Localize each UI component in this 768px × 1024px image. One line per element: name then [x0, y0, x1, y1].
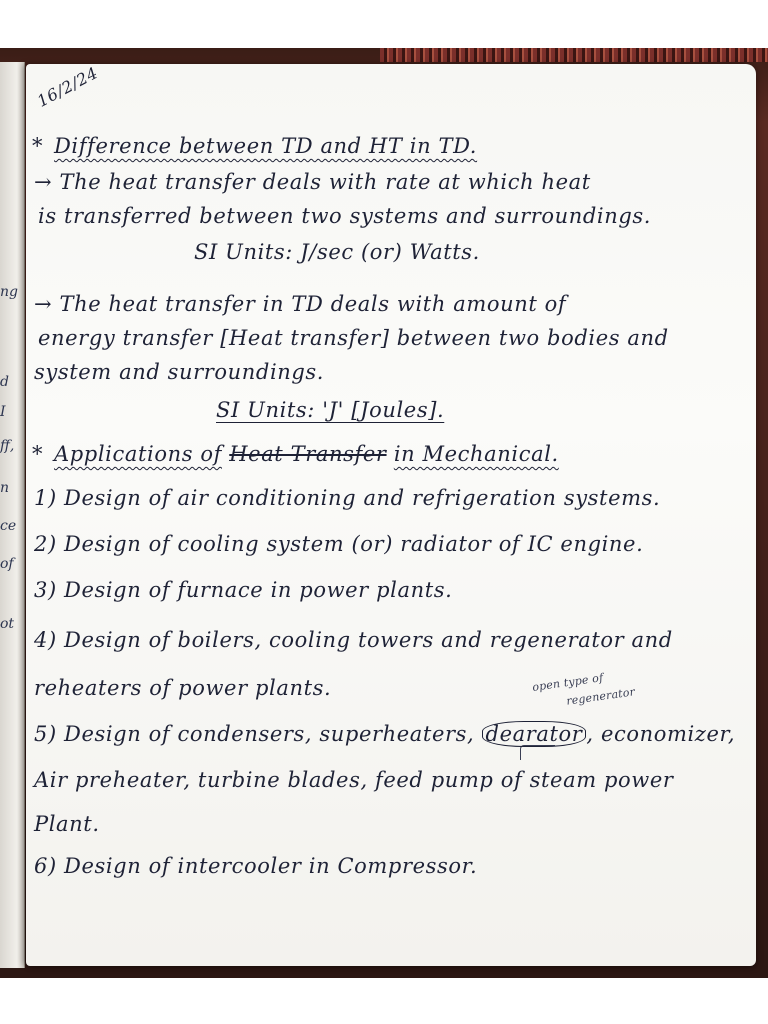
margin-fragment: ng — [0, 284, 18, 300]
margin-fragment: of — [0, 556, 14, 572]
application-item-4-line2: reheaters of power plants. — [34, 676, 332, 700]
application-item-2: 2) Design of cooling system (or) radiator of IC engine. — [34, 532, 644, 556]
section1-heading: Difference between TD and HT in TD. — [54, 134, 478, 158]
application-item-5-line2: Air preheater, turbine blades, feed pump of steam power — [34, 768, 674, 792]
item5-text-b: , economizer, — [586, 722, 736, 746]
point2-units: SI Units: 'J' [Joules]. — [216, 398, 445, 422]
point1-line2: is transferred between two systems and surroundings. — [38, 204, 652, 228]
margin-fragment: n — [0, 480, 10, 496]
application-item-4-line1: 4) Design of boilers, cooling towers and regenerator and — [34, 628, 673, 652]
point1-units: SI Units: J/sec (or) Watts. — [194, 240, 480, 264]
application-item-1: 1) Design of air conditioning and refrigeration systems. — [34, 486, 661, 510]
item5-circled-word: dearator — [482, 721, 587, 747]
point2-line1: → The heat transfer in TD deals with amount of — [34, 292, 567, 316]
application-item-5-line1 — [34, 722, 735, 746]
margin-fragment: ot — [0, 616, 15, 632]
bottom-band — [0, 978, 768, 1024]
section2-heading-a: Applications of — [54, 442, 222, 466]
notebook-page — [26, 64, 756, 966]
point2-line3: system and surroundings. — [34, 360, 325, 384]
margin-fragment: d — [0, 374, 9, 390]
section2-bullet: * — [32, 442, 44, 466]
section2-heading-struck: Heat Transfer — [229, 442, 387, 466]
date: 16/2/24 — [34, 63, 102, 111]
point1-line1: → The heat transfer deals with rate at which heat — [34, 170, 591, 194]
annotation-bracket — [520, 745, 555, 760]
section2-heading — [54, 442, 559, 466]
application-item-6: 6) Design of intercooler in Compressor. — [34, 854, 478, 878]
margin-fragment: ff, — [0, 438, 15, 454]
point2-line2: energy transfer [Heat transfer] between two bodies and — [38, 326, 669, 350]
item5-text-a: 5) Design of condensers, superheaters, — [34, 722, 475, 746]
margin-fragment: ce — [0, 518, 17, 534]
fabric-stripe — [380, 48, 768, 62]
application-item-5-line3: Plant. — [34, 812, 100, 836]
left-facing-page — [0, 62, 25, 968]
application-item-3: 3) Design of furnace in power plants. — [34, 578, 453, 602]
section1-bullet: * — [32, 134, 44, 158]
annotation-line2: regenerator — [565, 685, 636, 708]
margin-fragment: I — [0, 404, 6, 420]
annotation-line1: open type of — [531, 671, 605, 694]
section2-heading-b: in Mechanical. — [393, 442, 559, 466]
